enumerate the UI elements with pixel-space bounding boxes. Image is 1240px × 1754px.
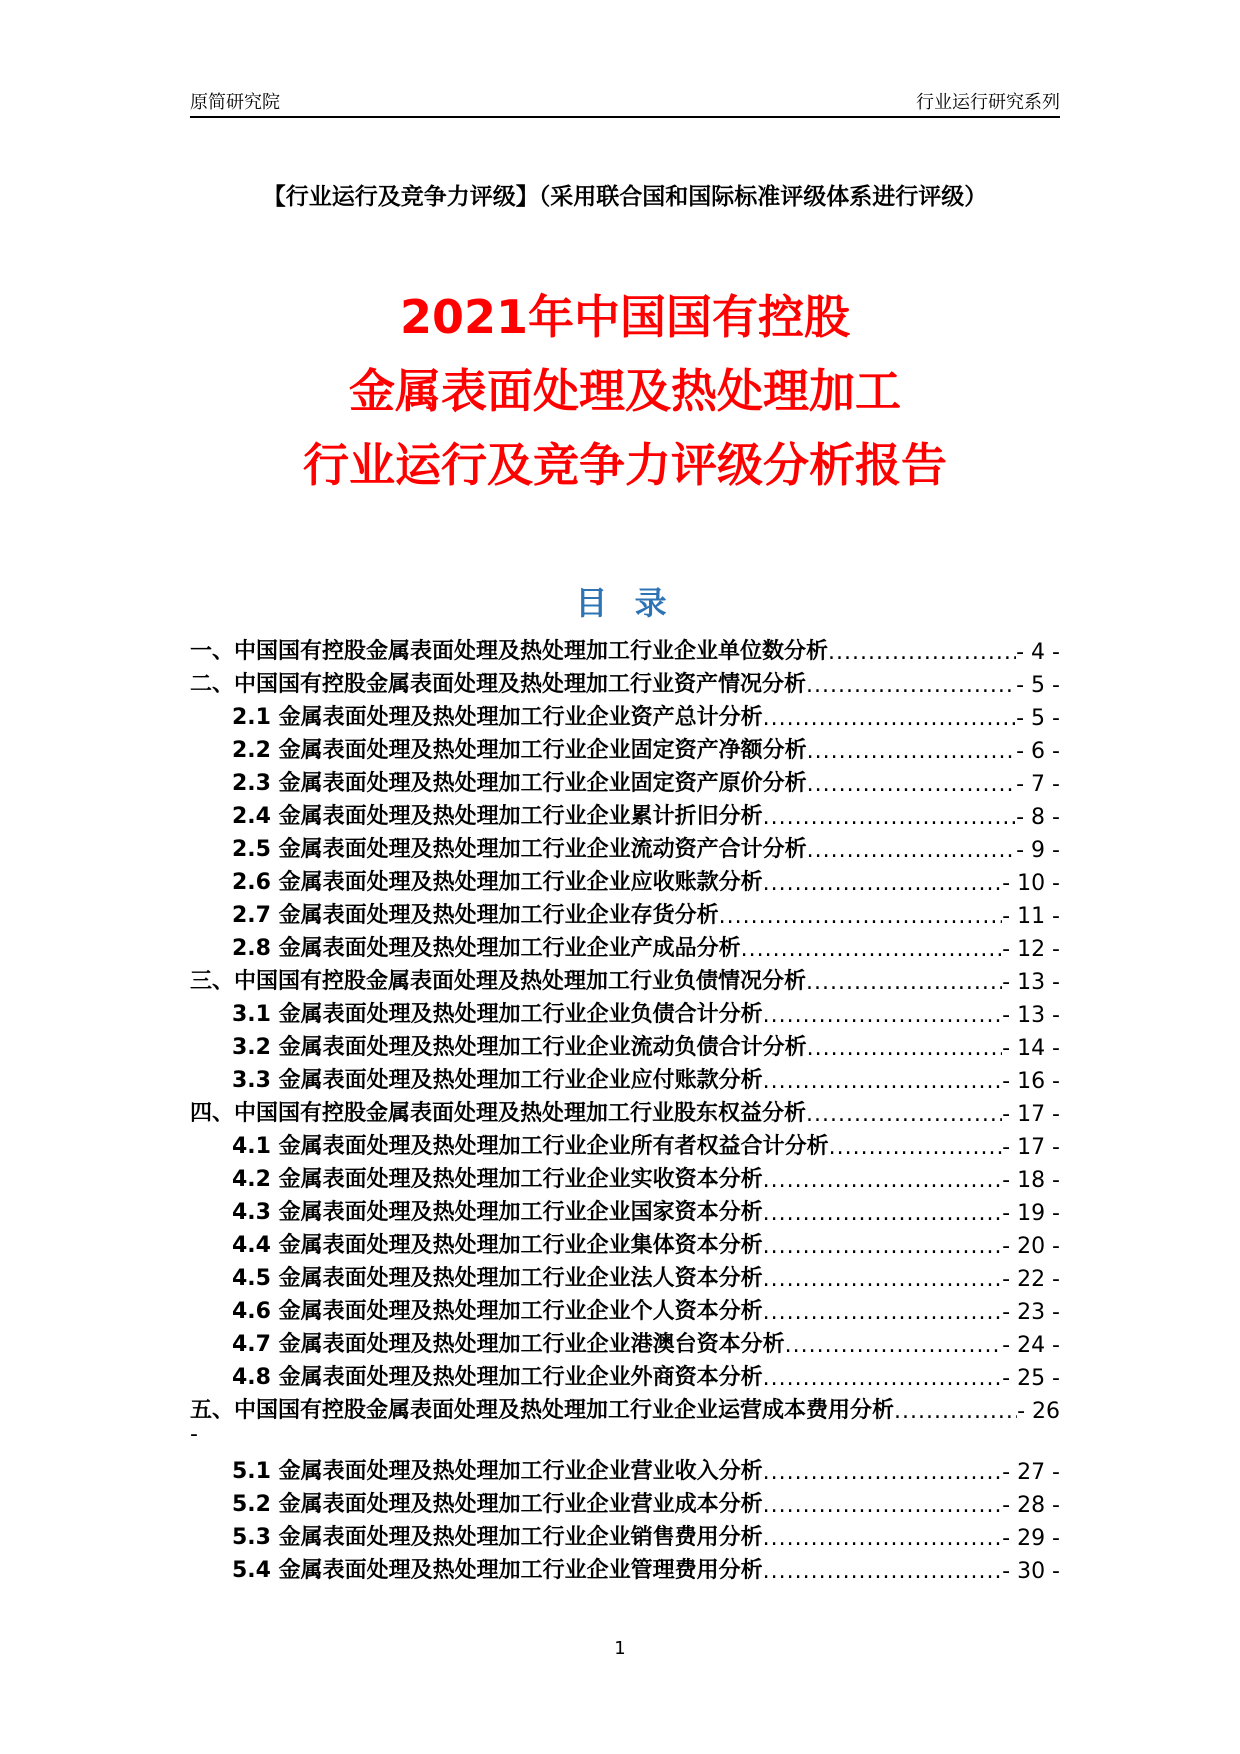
toc-entry[interactable] [190, 1325, 1060, 1358]
toc-entry[interactable] [190, 1358, 1060, 1391]
toc-entry[interactable] [190, 1518, 1060, 1551]
toc-entry-label: 3.1 金属表面处理及热处理加工行业企业负债合计分析 [232, 1002, 763, 1027]
toc-entry-label: 4.1 金属表面处理及热处理加工行业企业所有者权益合计分析 [232, 1134, 829, 1159]
toc-leader-dots [763, 706, 1016, 731]
toc-entry[interactable] [190, 764, 1060, 797]
toc-entry[interactable] [190, 1551, 1060, 1584]
toc-entry[interactable] [190, 995, 1060, 1028]
toc-leader-dots [763, 1366, 1003, 1391]
toc-entry[interactable] [190, 1094, 1060, 1127]
toc-leader-dots [763, 1460, 1003, 1485]
toc-entry-page-tail: - [190, 1422, 198, 1447]
toc-entry-page: - 28 - [1002, 1493, 1060, 1518]
toc-entry[interactable] [190, 1292, 1060, 1325]
toc-leader-dots [763, 1003, 1003, 1028]
toc-entry-label: 3.2 金属表面处理及热处理加工行业企业流动负债合计分析 [232, 1035, 807, 1060]
toc-leader-dots [763, 805, 1016, 830]
toc-entry-page: - 26 [1017, 1399, 1060, 1424]
toc-entry-page: - 18 - [1002, 1168, 1060, 1193]
toc-entry-page: - 16 - [1002, 1069, 1060, 1094]
toc-entry-label: 5.2 金属表面处理及热处理加工行业企业营业成本分析 [232, 1492, 763, 1517]
toc-entry-page: - 13 - [1002, 970, 1060, 995]
toc-leader-dots [806, 673, 1016, 698]
toc-entry-label: 4.4 金属表面处理及热处理加工行业企业集体资本分析 [232, 1233, 763, 1258]
toc-entry-page: - 22 - [1002, 1267, 1060, 1292]
toc-heading: 目 录 [575, 584, 675, 622]
page-header [190, 88, 1060, 118]
toc-entry-page: - 6 - [1016, 739, 1060, 764]
toc-leader-dots [828, 640, 1016, 665]
toc-leader-dots [785, 1333, 1003, 1358]
toc-entry-page: - 17 - [1002, 1102, 1060, 1127]
toc-entry-label: 4.5 金属表面处理及热处理加工行业企业法人资本分析 [232, 1266, 763, 1291]
toc-entry-page: - 9 - [1016, 838, 1060, 863]
toc-entry-label: 4.3 金属表面处理及热处理加工行业企业国家资本分析 [232, 1200, 763, 1225]
toc-leader-dots [763, 871, 1003, 896]
toc-entry[interactable] [190, 1485, 1060, 1518]
toc-entry-label: 三、中国国有控股金属表面处理及热处理加工行业负债情况分析 [190, 969, 807, 994]
toc-entry-label: 五、中国国有控股金属表面处理及热处理加工行业企业运营成本费用分析 [190, 1398, 895, 1423]
toc-entry[interactable] [190, 1452, 1060, 1485]
toc-entry-label: 二、中国国有控股金属表面处理及热处理加工行业资产情况分析 [190, 672, 807, 697]
toc-leader-dots [806, 970, 1002, 995]
toc-leader-dots [763, 1300, 1003, 1325]
toc-leader-dots [741, 937, 1003, 962]
toc-entry-page: - 5 - [1016, 673, 1060, 698]
toc-entry-label: 2.7 金属表面处理及热处理加工行业企业存货分析 [232, 903, 719, 928]
toc-leader-dots [763, 1526, 1003, 1551]
toc-leader-dots [763, 1559, 1003, 1584]
toc-entry[interactable] [190, 863, 1060, 896]
toc-entry-page: - 19 - [1002, 1201, 1060, 1226]
page-number: 1 [614, 1638, 626, 1659]
toc-leader-dots [719, 904, 1003, 929]
toc-entry-label: 2.2 金属表面处理及热处理加工行业企业固定资产净额分析 [232, 738, 807, 763]
toc-entry[interactable] [190, 929, 1060, 962]
toc-leader-dots [763, 1069, 1003, 1094]
toc-entry-label: 一、中国国有控股金属表面处理及热处理加工行业企业单位数分析 [190, 639, 829, 664]
toc-leader-dots [807, 838, 1016, 863]
toc-entry-page: - 29 - [1002, 1526, 1060, 1551]
toc-entry-page: - 5 - [1016, 706, 1060, 731]
toc-entry-page: - 25 - [1002, 1366, 1060, 1391]
toc-entry-label: 5.1 金属表面处理及热处理加工行业企业营业收入分析 [232, 1459, 763, 1484]
toc-entry-label: 4.7 金属表面处理及热处理加工行业企业港澳台资本分析 [232, 1332, 785, 1357]
toc-entry-page: - 11 - [1002, 904, 1060, 929]
report-title [190, 280, 1060, 502]
toc-entry-page: - 23 - [1002, 1300, 1060, 1325]
toc-entry[interactable] [190, 830, 1060, 863]
header-series: 行业运行研究系列 [916, 92, 1060, 113]
toc-leader-dots [763, 1234, 1003, 1259]
toc-entry[interactable] [190, 1061, 1060, 1094]
toc-leader-dots [807, 739, 1016, 764]
toc-entry[interactable] [190, 896, 1060, 929]
toc-leader-dots [829, 1135, 1003, 1160]
toc-entry[interactable] [190, 632, 1060, 665]
toc-entry-label: 4.2 金属表面处理及热处理加工行业企业实收资本分析 [232, 1167, 763, 1192]
header-org: 原简研究院 [190, 92, 280, 113]
toc-entry-page: - 17 - [1002, 1135, 1060, 1160]
toc-entry[interactable] [190, 1226, 1060, 1259]
toc-entry-label: 5.3 金属表面处理及热处理加工行业企业销售费用分析 [232, 1525, 763, 1550]
toc-leader-dots [763, 1493, 1003, 1518]
toc-leader-dots [763, 1201, 1003, 1226]
toc-entry-label: 4.6 金属表面处理及热处理加工行业企业个人资本分析 [232, 1299, 763, 1324]
title-line: 金属表面处理及热处理加工 [349, 364, 901, 418]
toc-entry-page: - 12 - [1002, 937, 1060, 962]
toc-entry[interactable] [190, 1127, 1060, 1160]
rating-line: 【行业运行及竞争力评级】（采用联合国和国际标准评级体系进行评级） [262, 184, 988, 210]
toc-entry-page: - 24 - [1002, 1333, 1060, 1358]
toc-leader-dots [807, 1036, 1003, 1061]
toc-entry-page: - 13 - [1002, 1003, 1060, 1028]
toc-entry-label: 5.4 金属表面处理及热处理加工行业企业管理费用分析 [232, 1558, 763, 1583]
toc-leader-dots [807, 772, 1016, 797]
toc-entry[interactable] [190, 698, 1060, 731]
toc-entry[interactable] [190, 797, 1060, 830]
toc-entry-page: - 27 - [1002, 1460, 1060, 1485]
toc-entry-page: - 10 - [1002, 871, 1060, 896]
toc-entry-label: 4.8 金属表面处理及热处理加工行业企业外商资本分析 [232, 1365, 763, 1390]
toc-entry[interactable] [190, 665, 1060, 698]
toc-leader-dots [763, 1168, 1003, 1193]
toc-entry[interactable] [190, 1028, 1060, 1061]
toc-entry-page: - 4 - [1016, 640, 1060, 665]
toc-entry-page: - 7 - [1016, 772, 1060, 797]
toc-leader-dots [763, 1267, 1003, 1292]
toc-entry[interactable] [190, 1160, 1060, 1193]
toc-entry-page: - 14 - [1002, 1036, 1060, 1061]
table-of-contents [190, 632, 1060, 1584]
toc-entry[interactable] [190, 1259, 1060, 1292]
toc-entry-label: 2.8 金属表面处理及热处理加工行业企业产成品分析 [232, 936, 741, 961]
toc-entry-page: - 30 - [1002, 1559, 1060, 1584]
toc-entry[interactable] [190, 1193, 1060, 1226]
toc-entry[interactable] [190, 731, 1060, 764]
toc-entry-label: 2.6 金属表面处理及热处理加工行业企业应收账款分析 [232, 870, 763, 895]
toc-leader-dots [894, 1399, 1017, 1424]
title-line: 行业运行及竞争力评级分析报告 [303, 438, 947, 492]
toc-entry-label: 2.1 金属表面处理及热处理加工行业企业资产总计分析 [232, 705, 763, 730]
toc-leader-dots [806, 1102, 1002, 1127]
toc-entry-page: - 20 - [1002, 1234, 1060, 1259]
toc-entry-label: 2.5 金属表面处理及热处理加工行业企业流动资产合计分析 [232, 837, 807, 862]
toc-entry-label: 2.3 金属表面处理及热处理加工行业企业固定资产原价分析 [232, 771, 807, 796]
title-line: 2021年中国国有控股 [399, 290, 851, 344]
toc-entry-label: 3.3 金属表面处理及热处理加工行业企业应付账款分析 [232, 1068, 763, 1093]
toc-entry[interactable] [190, 1391, 1060, 1424]
toc-entry-page: - 8 - [1016, 805, 1060, 830]
toc-entry-label: 四、中国国有控股金属表面处理及热处理加工行业股东权益分析 [190, 1101, 807, 1126]
toc-entry-label: 2.4 金属表面处理及热处理加工行业企业累计折旧分析 [232, 804, 763, 829]
toc-entry[interactable] [190, 962, 1060, 995]
